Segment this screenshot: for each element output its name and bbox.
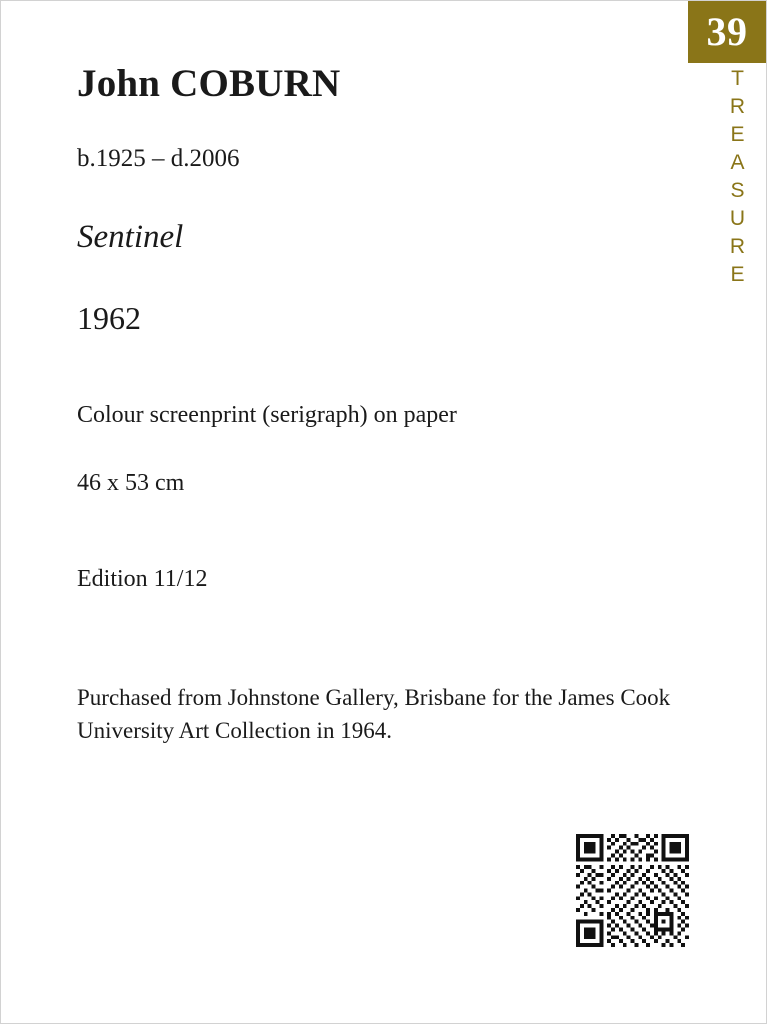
label-content — [77, 63, 677, 747]
artist-name: John COBURN — [77, 62, 341, 105]
artwork-dimensions: 46 x 53 cm — [77, 469, 185, 496]
artwork-title: Sentinel — [77, 218, 184, 255]
qr-code-icon[interactable] — [576, 834, 689, 947]
artwork-edition: Edition 11/12 — [77, 565, 208, 592]
artwork-medium: Colour screenprint (serigraph) on paper — [77, 401, 457, 428]
artist-life-dates: b.1925 – d.2006 — [77, 144, 240, 172]
treasure-vertical-label: TREASURE — [726, 67, 749, 291]
treasure-number-badge — [688, 1, 766, 63]
badge-number: 39 — [706, 9, 748, 54]
artwork-year: 1962 — [77, 300, 141, 337]
artwork-provenance: Purchased from Johnstone Gallery, Brisbane for the James Cook University Art Collection in 1964. — [77, 684, 671, 743]
